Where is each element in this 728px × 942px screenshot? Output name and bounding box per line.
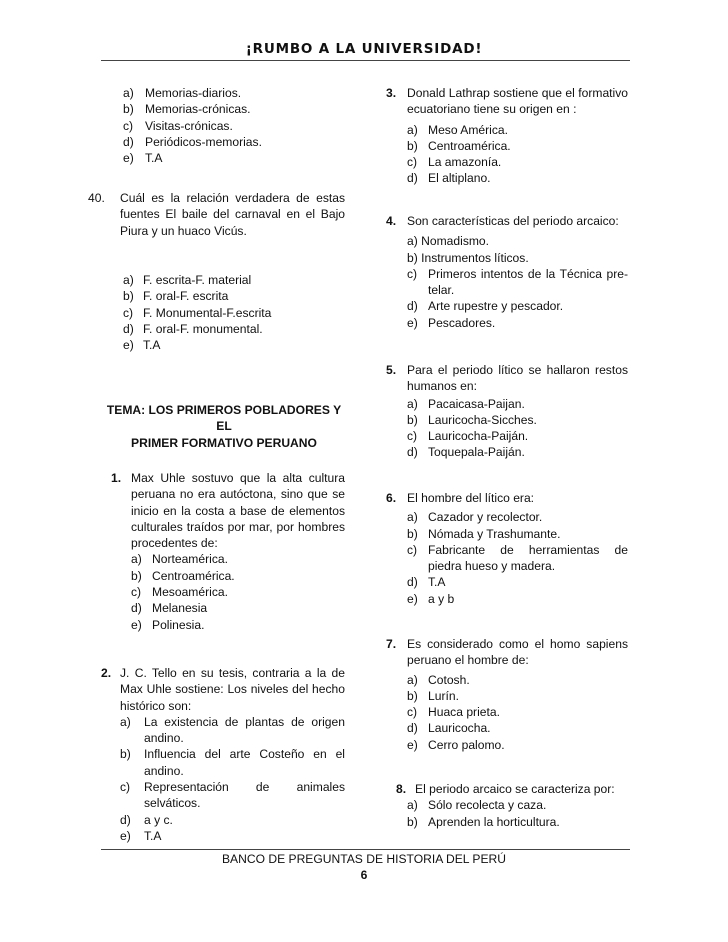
question-text: Donald Lathrap sostiene que el formativo ecuatoriano tiene su origen en : — [407, 86, 628, 117]
question-number: 4. — [386, 214, 397, 228]
question-text: Para el periodo lítico se hallaron restos humanos en: — [407, 363, 628, 394]
option-letter: c) — [123, 305, 134, 320]
option-text: Fabricante de herramientas de piedra hueso y madera. — [428, 542, 628, 574]
option-text: F. Monumental-F.escrita — [143, 305, 272, 320]
option-letter: d) — [407, 445, 418, 460]
option-text: Centroamérica. — [152, 568, 235, 583]
option-letter: e) — [120, 828, 131, 843]
question-text: Cuál es la relación verdadera de estas fuentes El baile del carnaval en el Bajo Piura y un huaco Vicús. — [120, 191, 345, 238]
option-text: F. oral-F. escrita — [143, 289, 229, 304]
question-2 — [101, 665, 345, 844]
option — [101, 118, 345, 134]
option-text: Melanesia — [152, 601, 208, 616]
option-text: T.A — [428, 575, 446, 590]
option-letter: b) — [407, 250, 418, 265]
option-letter: d) — [407, 721, 418, 736]
option — [407, 688, 628, 704]
option-letter: e) — [123, 338, 134, 353]
option — [407, 266, 628, 299]
option-letter: b) — [407, 412, 418, 427]
option-letter: a) — [131, 552, 142, 567]
option-text: Visitas-crónicas. — [145, 118, 233, 133]
option-text: F. oral-F. monumental. — [143, 321, 263, 336]
option-text: a y c. — [144, 812, 173, 827]
option — [101, 101, 345, 117]
option-text: El altiplano. — [428, 171, 491, 186]
option-text: a y b — [428, 591, 455, 606]
option-text: Memorias-crónicas. — [145, 102, 251, 117]
option-letter: a) — [123, 273, 134, 287]
option-text: Norteamérica. — [152, 552, 228, 567]
option — [407, 797, 628, 813]
option — [407, 720, 628, 736]
option-letter: e) — [407, 737, 418, 752]
option-letter: d) — [120, 812, 131, 827]
option-letter: c) — [131, 585, 142, 600]
question-number: 6. — [386, 491, 397, 505]
question-number: 40. — [88, 191, 105, 205]
option-list — [407, 672, 628, 753]
option-text: Representación de animales selváticos. — [144, 780, 345, 811]
option-letter: c) — [407, 705, 418, 720]
option-letter: d) — [123, 134, 134, 149]
option — [407, 122, 628, 138]
option-text: Lauricocha-Paiján. — [428, 429, 529, 444]
option-text: F. escrita-F. material — [143, 273, 252, 287]
option — [131, 551, 345, 567]
footer-rule — [101, 849, 630, 850]
option-letter: a) — [407, 510, 418, 525]
option-letter: b) — [131, 568, 142, 583]
option-text: Memorias-diarios. — [145, 86, 242, 100]
option-letter: b) — [407, 688, 418, 703]
option — [407, 428, 628, 444]
option-text: Lurín. — [428, 688, 459, 703]
option-list — [131, 551, 345, 632]
question-5 — [386, 362, 628, 461]
option-text: Influencia del arte Costeño en el andino. — [144, 747, 345, 778]
question-text: El periodo arcaico se caracteriza por: — [415, 782, 615, 796]
option-text: Huaca prieta. — [428, 705, 500, 720]
option-text: Sólo recolecta y caza. — [428, 798, 547, 813]
page-header: ¡RUMBO A LA UNIVERSIDAD! — [245, 41, 483, 57]
option-letter: d) — [123, 321, 134, 336]
option — [407, 412, 628, 428]
question-number: 5. — [386, 363, 397, 377]
option-letter: c) — [123, 118, 134, 133]
option-letter: b) — [123, 102, 134, 117]
option — [120, 779, 345, 812]
option — [131, 584, 345, 600]
option-text: T.A — [143, 338, 161, 353]
option-letter: b) — [120, 747, 131, 762]
option-letter: b) — [407, 526, 418, 541]
question-40-options — [101, 272, 345, 353]
option-text: T.A — [144, 828, 162, 843]
option-letter: e) — [407, 591, 418, 606]
option-list — [101, 85, 345, 166]
option-text: Cerro palomo. — [428, 737, 505, 752]
option-letter: a) — [407, 672, 418, 687]
question-text: Es considerado como el homo sapiens peruano el hombre de: — [407, 637, 628, 668]
option-letter: b) — [123, 289, 134, 304]
question-text: El hombre del lítico era: — [407, 491, 535, 505]
option — [101, 305, 345, 321]
page-footer — [0, 851, 728, 883]
option — [131, 568, 345, 584]
option — [101, 134, 345, 150]
option — [407, 396, 628, 412]
option-letter: e) — [407, 315, 418, 330]
option-text: Lauricocha. — [428, 721, 491, 736]
option-text: Pescadores. — [428, 315, 496, 330]
page-number: 6 — [360, 868, 368, 882]
option — [407, 298, 628, 314]
option — [407, 672, 628, 688]
option — [407, 138, 628, 154]
footer-title: BANCO DE PREGUNTAS DE HISTORIA DEL PERÚ — [221, 852, 507, 866]
option-text: La existencia de plantas de origen andino. — [144, 714, 345, 746]
question-text: Son características del periodo arcaico: — [407, 214, 619, 228]
option — [131, 600, 345, 616]
topic-line-2: PRIMER FORMATIVO PERUANO — [131, 435, 317, 450]
question-1 — [111, 470, 345, 633]
option — [120, 828, 345, 844]
header-rule — [101, 60, 630, 61]
option-text: Instrumentos líticos. — [421, 250, 529, 265]
option — [407, 814, 628, 830]
option-letter: b) — [407, 138, 418, 153]
option-text: Mesoamérica. — [152, 585, 228, 600]
option-letter: c) — [407, 266, 418, 281]
option-text: Lauricocha-Sicches. — [428, 412, 537, 427]
option — [407, 315, 628, 331]
option — [407, 170, 628, 186]
option-letter: c) — [407, 429, 418, 444]
option — [101, 272, 345, 288]
option-letter: e) — [131, 617, 142, 632]
option-text: Polinesia. — [152, 617, 205, 632]
option — [101, 150, 345, 166]
question-number: 2. — [101, 666, 112, 680]
option-letter: c) — [407, 542, 418, 557]
option-letter: a) — [407, 396, 418, 411]
option — [101, 337, 345, 353]
option-letter: a) — [123, 86, 134, 100]
option — [101, 288, 345, 304]
option-list — [101, 272, 345, 353]
option-text: Nomadismo. — [421, 234, 490, 249]
option — [407, 704, 628, 720]
option-text: Toquepala-Paiján. — [428, 445, 525, 460]
option — [407, 542, 628, 575]
option-letter: a) — [407, 798, 418, 813]
option-letter: c) — [407, 155, 418, 170]
option-text: Arte rupestre y pescador. — [428, 299, 564, 314]
option — [101, 85, 345, 101]
option-letter: d) — [407, 171, 418, 186]
question-8 — [396, 781, 628, 830]
option — [407, 526, 628, 542]
option-list — [407, 509, 628, 607]
option-text: Cazador y recolector. — [428, 510, 543, 525]
topic-line-1: TEMA: LOS PRIMEROS POBLADORES Y EL — [106, 403, 342, 434]
option-text: Meso América. — [428, 122, 508, 137]
question-number: 7. — [386, 637, 397, 651]
option-list — [407, 797, 628, 830]
topic-heading — [104, 402, 344, 451]
option-list — [407, 233, 628, 331]
option — [407, 233, 628, 249]
option — [407, 574, 628, 590]
option — [407, 250, 628, 266]
option-text: Centroamérica. — [428, 138, 511, 153]
option-letter: a) — [120, 714, 131, 729]
option-text: Aprenden la horticultura. — [428, 814, 560, 829]
option-text: La amazonía. — [428, 155, 502, 170]
option-text: Nómada y Trashumante. — [428, 526, 561, 541]
option-text: Periódicos-memorias. — [145, 134, 262, 149]
option-text: Pacaicasa-Paijan. — [428, 396, 525, 411]
question-4 — [386, 213, 628, 331]
option — [131, 617, 345, 633]
option — [407, 591, 628, 607]
option-letter: c) — [120, 780, 131, 795]
question-text: Max Uhle sostuvo que la alta cultura peruana no era autóctona, sino que se inicio en la costa a base de elementos culturales traídos por mar, por hombres procedentes de: — [131, 471, 345, 551]
option — [120, 746, 345, 779]
option-letter: b) — [407, 814, 418, 829]
option — [101, 321, 345, 337]
option — [407, 509, 628, 525]
question-40 — [88, 190, 345, 239]
question-3 — [386, 85, 628, 187]
option-letter: d) — [407, 575, 418, 590]
prev-question-options — [101, 85, 345, 166]
option-list — [407, 122, 628, 187]
option-letter: a) — [407, 122, 418, 137]
option — [407, 444, 628, 460]
option-letter: e) — [123, 151, 134, 166]
option-list — [407, 396, 628, 461]
question-7 — [386, 636, 628, 753]
option — [120, 714, 345, 747]
question-text: J. C. Tello en su tesis, contraria a la de Max Uhle sostiene: Los niveles del hecho histórico son: — [120, 666, 345, 713]
option — [120, 812, 345, 828]
option-text: T.A — [145, 151, 163, 166]
question-number: 8. — [396, 782, 407, 796]
option — [407, 737, 628, 753]
option-letter: d) — [131, 601, 142, 616]
option-text: Primeros intentos de la Técnica pre-telar. — [428, 266, 628, 298]
option-letter: d) — [407, 299, 418, 314]
option-letter: a) — [407, 234, 418, 249]
question-number: 3. — [386, 86, 397, 100]
option — [407, 154, 628, 170]
option-text: Cotosh. — [428, 672, 470, 687]
question-6 — [386, 490, 628, 607]
option-list — [120, 714, 345, 844]
question-number: 1. — [111, 471, 122, 485]
